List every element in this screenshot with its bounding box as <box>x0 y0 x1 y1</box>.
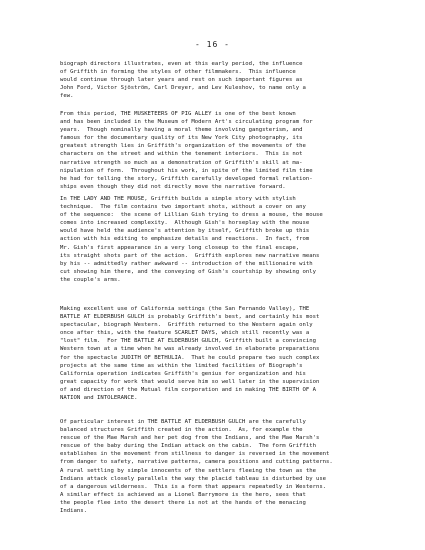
paragraph-4: Making excellent use of California settings (the San Fernando Valley), THE BATTLE AT ELDERBUSH GULCH is probably Griffith's best, and certainly his most spectacular, biograph Western. Griffith returned to the Western again only once after this, with the feature SCARLET DAYS, which still recently was a "lost" film. For THE BATTLE AT ELDERBUSH GULCH, Griffith built a convincing Western town at a time when he was already involved in elaborate preparations for the spectacle JUDITH OF BETHULIA. That he could prepare two such complex projects at the same time as within the limited facilities of Biograph's California operation indicates Griffith's genius for organization and his great capacity for work that would serve him so well later in the supervision of and direction of the Mutual film corporation and in making THE BIRTH OF A NATION and INTOLERANCE. <box>60 306 320 402</box>
paragraph-3: In THE LADY AND THE MOUSE, Griffith builds a simple story with stylish technique. The film contains two important shots, without a cover on any of the sequence: the scene of Lillian Gish trying to dress a mouse, the mouse comes into increased complexity. Although Gish's horseplay with the mouse would have held the audience's attention by itself, Griffith broke up this action with his editing to emphasize details and reactions. In fact, from Mr. Gish's first appearance in a very long closeup to the final escape, its straight shots part of the action. Griffith explores new narrative means by his -- admittedly rather awkward -- introduction of the millionaire with cut showing him there, and the conveying of Gish's courtship by showing only the couple's arms. <box>60 196 323 283</box>
paragraph-1: biograph directors illustrates, even at this early period, the influence of Griffith in forming the styles of other filmmakers. This influence would continue through later years and rest on such important figures as John Ford, Victor Sjöström, Carl Dreyer, and Lev Kuleshov, to name only a few. <box>60 61 306 100</box>
page-number: - 16 - <box>195 40 230 49</box>
paragraph-2: From this period, THE MUSKETEERS OF PIG ALLEY is one of the best known and has been included in the Museum of Modern Art's circulating program for years. Though nominally having a moral theme involving gangsterism, and famous for the documentary quality of its New York City photography, its greatest strength lies in Griffith's organization of the movements of the characters on the street and within the tenement interiors. This is not narrative strength so much as a demonstration of Griffith's skill at ma- nipulation of form. Throughout his work, in spite of the limited film time he had for telling the story, Griffith carefully developed formal relation- ships even though they did not directly move the narrative forward. <box>60 111 313 190</box>
paragraph-5: Of particular interest in THE BATTLE AT ELDERBUSH GULCH are the carefully balanced structures Griffith created in the action. As, for example the rescue of the Mae Marsh and her pet dog from the Indians, and the Mae Marsh's rescue of the baby during the Indian attack on the cabin. The form Griffith establishes in the movement from stillness to danger is reversed in the movement from danger to safety, narrative patterns, camera positions and cutting patterns. A rural settling by simple innocents of the settlers fleeing the town as the Indians attack closely parallels the way the placid tableau is disturbed by use of a dangerous wilderness. This is a form that appears repeatedly in Westerns. A similar effect is achieved as a Lionel Barrymore is the hero, sees that the people flee into the desert there is not at the hands of the menacing Indians. <box>60 419 333 515</box>
